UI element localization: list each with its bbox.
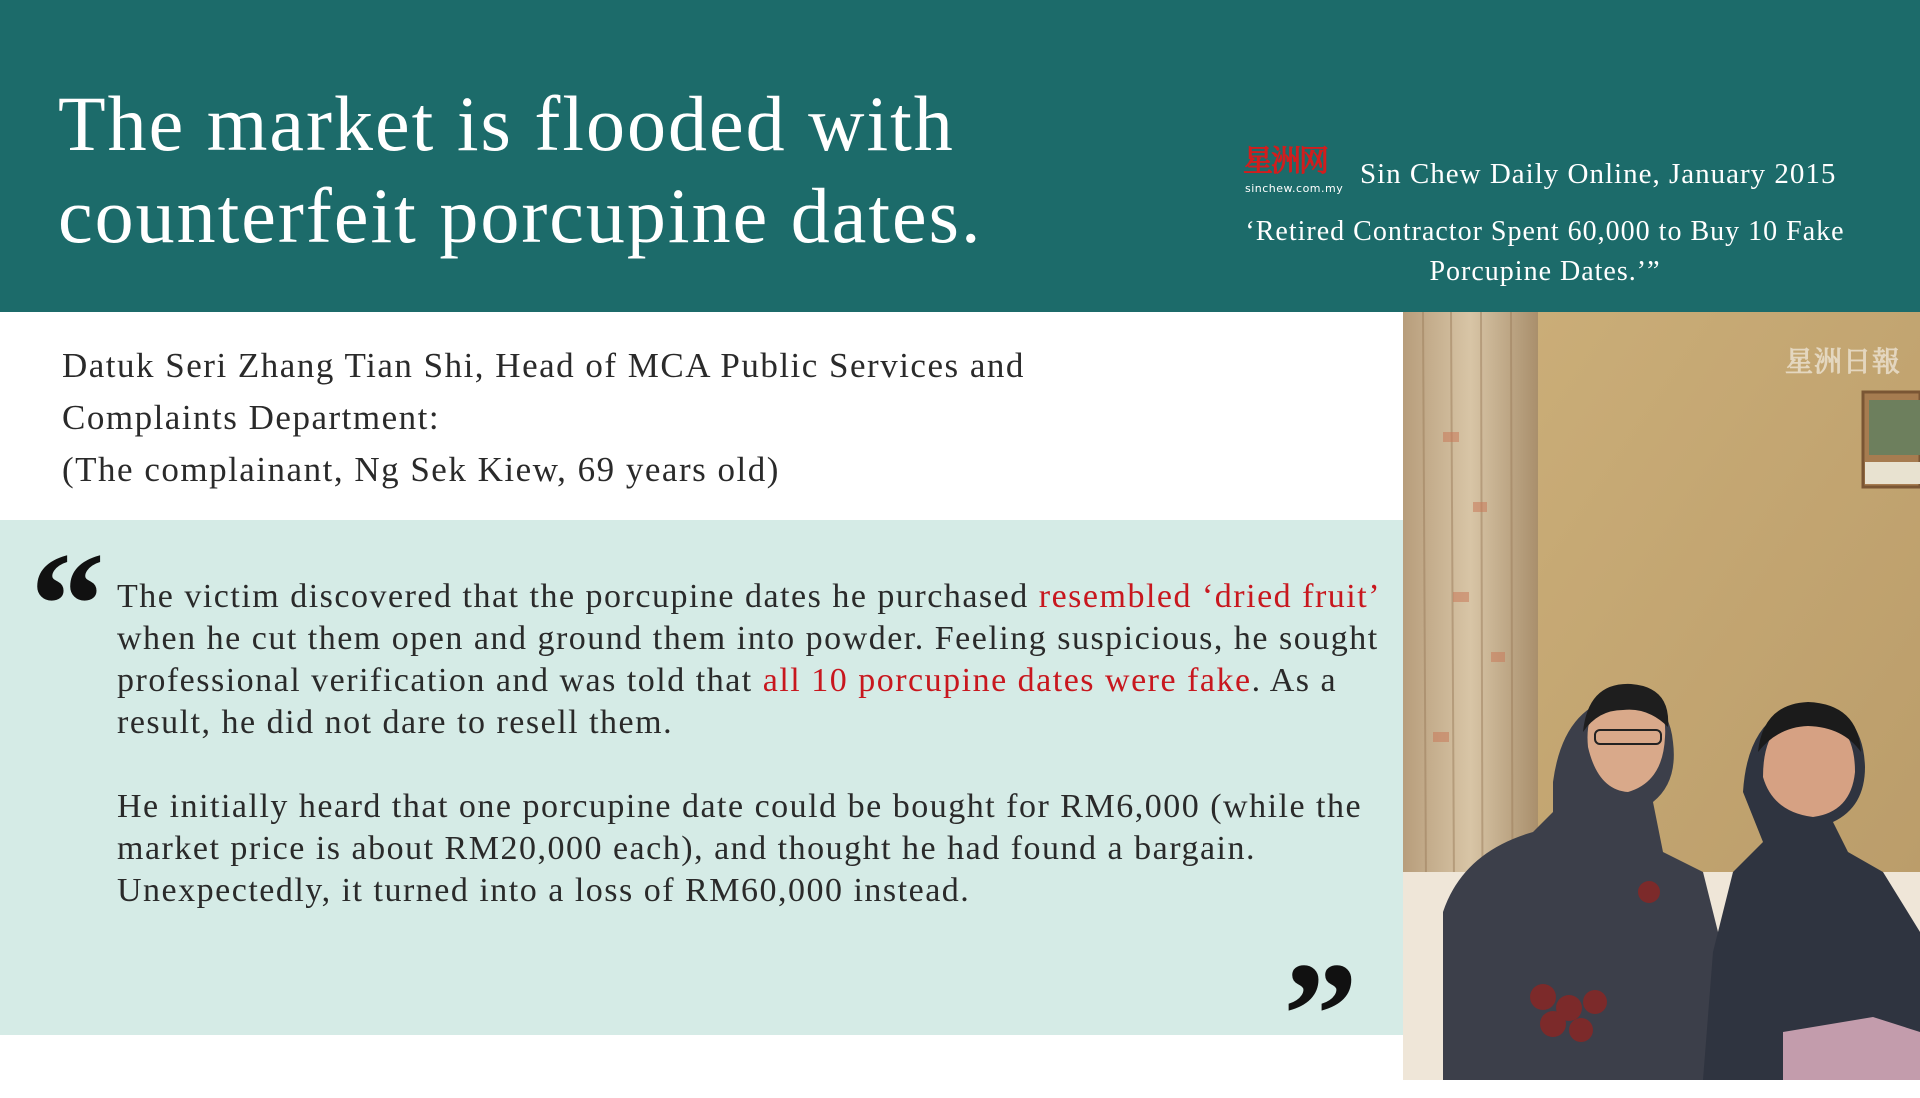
speaker-line-3: (The complainant, Ng Sek Kiew, 69 years old) bbox=[62, 450, 780, 489]
highlight-dried-fruit: resembled ‘dried fruit’ bbox=[1038, 578, 1379, 615]
news-photo bbox=[1403, 312, 1920, 1080]
quote-p1-part-2: when he cut them open and ground them into powder. Feeling suspicious, he sought professional verification and was told that bbox=[117, 620, 1379, 699]
source-citation: Sin Chew Daily Online, January 2015 bbox=[1360, 158, 1837, 190]
logo-chinese: 星洲网 bbox=[1243, 144, 1327, 179]
sinchew-logo bbox=[1243, 140, 1344, 200]
quote-paragraph-1 bbox=[117, 576, 1397, 744]
title-line-2: counterfeit porcupine dates. bbox=[58, 172, 983, 259]
speaker-line-2: Complaints Department: bbox=[62, 398, 441, 437]
speaker-info bbox=[62, 340, 1362, 496]
news-headline: ‘Retired Contractor Spent 60,000 to Buy 10 Fake Porcupine Dates.’” bbox=[1245, 216, 1845, 287]
open-quote-icon: “ bbox=[30, 522, 105, 688]
highlight-all-fake: all 10 porcupine dates were fake bbox=[762, 662, 1252, 699]
page-title bbox=[58, 78, 1108, 262]
close-quote-icon: ” bbox=[1283, 932, 1358, 1098]
quote-paragraph-2: He initially heard that one porcupine date could be bought for RM6,000 (while the market price is about RM20,000 each), and thought he had found a bargain. Unexpectedly, it turned into a loss of RM60,000 instead. bbox=[117, 788, 1363, 909]
speaker-line-1: Datuk Seri Zhang Tian Shi, Head of MCA Public Services and bbox=[62, 346, 1025, 385]
title-line-1: The market is flooded with bbox=[58, 80, 955, 167]
quote-text bbox=[117, 576, 1397, 954]
logo-domain: sinchew.com.my bbox=[1245, 182, 1344, 195]
quote-p1-part-1: The victim discovered that the porcupine dates he purchased bbox=[117, 578, 1039, 615]
quote-p1-part-3: . As a result, he did not dare to resell them. bbox=[117, 662, 1338, 741]
photo-watermark: 星洲日報 bbox=[1785, 345, 1902, 378]
